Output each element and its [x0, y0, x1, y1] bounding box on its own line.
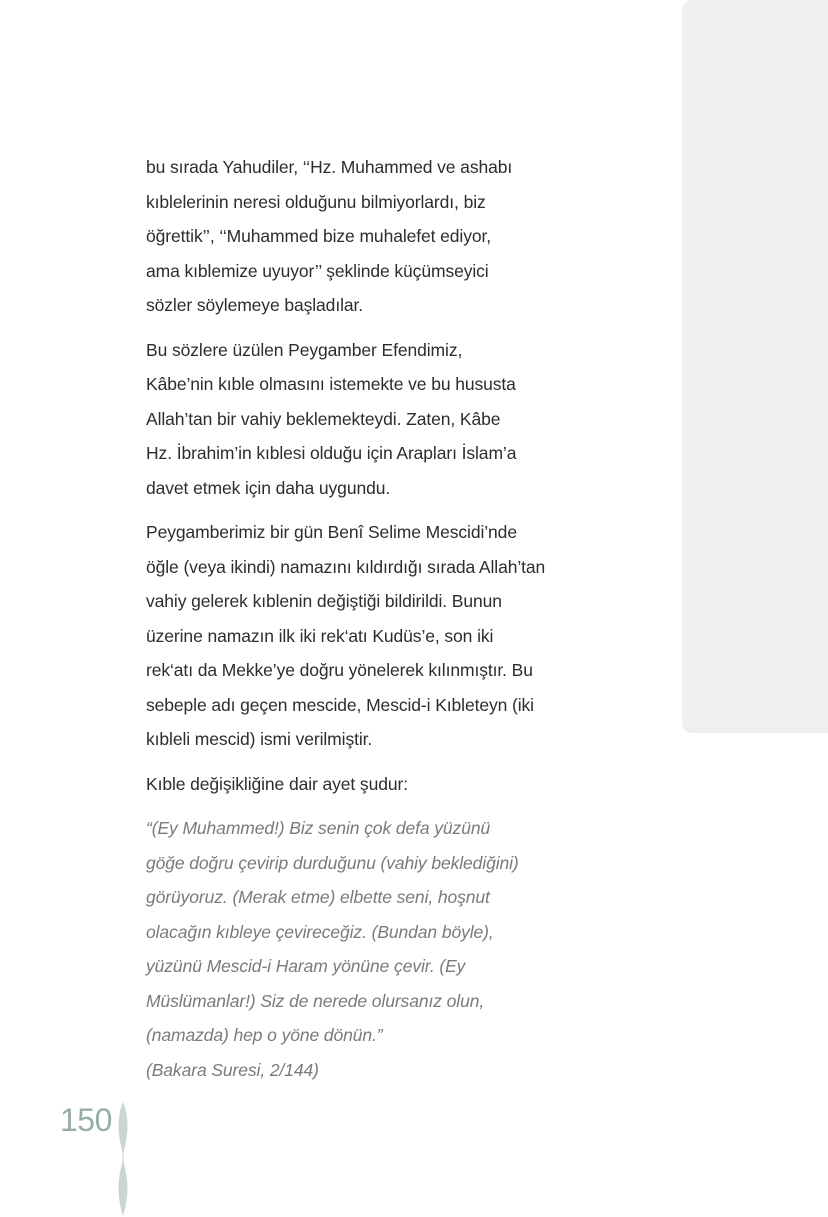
paragraph-2 — [146, 333, 576, 506]
text-line: Kıble değişikliğine dair ayet şudur: — [146, 773, 408, 794]
text-line: kıblelerinin neresi olduğunu bilmiyorlardı, biz — [146, 191, 486, 212]
paragraph-1 — [146, 150, 576, 323]
quote-line: görüyoruz. (Merak etme) elbette seni, hoşnut — [146, 887, 490, 907]
text-line: Peygamberimiz bir gün Benî Selime Mescidi’nde — [146, 522, 517, 542]
text-line: davet etmek için daha uygundu. — [146, 477, 391, 498]
quote-line: göğe doğru çevirip durduğunu (vahiy beklediğini) — [146, 852, 519, 873]
text-line: sebeple adı geçen mescide, Mescid-i Kıbleteyn (iki — [146, 694, 534, 715]
paragraph-3 — [146, 515, 576, 757]
text-line: Hz. İbrahim’in kıblesi olduğu için Arapları İslam’a — [146, 443, 517, 463]
text-line: Kâbe’nin kıble olmasını istemekte ve bu hususta — [146, 374, 516, 394]
page-ornament-icon — [112, 1100, 134, 1217]
text-line: rek‘atı da Mekke’ye doğru yönelerek kılınmıştır. Bu — [146, 660, 533, 680]
text-line: Allah’tan bir vahiy beklemekteydi. Zaten, Kâbe — [146, 408, 501, 429]
text-line: öğrettik’’, ‘‘Muhammed bize muhalefet ediyor, — [146, 226, 492, 246]
quote-line: (namazda) hep o yöne dönün.” — [146, 1025, 383, 1045]
text-line: üzerine namazın ilk iki rek‘atı Kudüs’e, son iki — [146, 625, 494, 646]
text-line: öğle (veya ikindi) namazını kıldırdığı sırada Allah’tan — [146, 556, 546, 577]
text-line: kıbleli mescid) ismi verilmiştir. — [146, 729, 373, 749]
quote-line: olacağın kıbleye çevireceğiz. (Bundan böyle), — [146, 921, 494, 942]
text-line: sözler söylemeye başladılar. — [146, 295, 364, 315]
text-line: bu sırada Yahudiler, ‘‘Hz. Muhammed ve ashabı — [146, 157, 513, 177]
quote-citation: (Bakara Suresi, 2/144) — [146, 1059, 319, 1080]
page-number: 150 — [60, 1102, 112, 1138]
verse-quote — [146, 811, 576, 1087]
text-column — [146, 150, 576, 1097]
quote-line: yüzünü Mescid-i Haram yönüne çevir. (Ey — [146, 956, 466, 976]
text-line: Bu sözlere üzülen Peygamber Efendimiz, — [146, 339, 463, 360]
text-line: vahiy gelerek kıblenin değiştiği bildirildi. Bunun — [146, 591, 502, 611]
side-panel — [682, 0, 828, 733]
quote-line: Müslümanlar!) Siz de nerede olursanız olun, — [146, 990, 485, 1011]
paragraph-4 — [146, 767, 576, 802]
quote-line: “(Ey Muhammed!) Biz senin çok defa yüzünü — [146, 818, 491, 838]
text-line: ama kıblemize uyuyor’’ şeklinde küçümseyici — [146, 260, 489, 281]
